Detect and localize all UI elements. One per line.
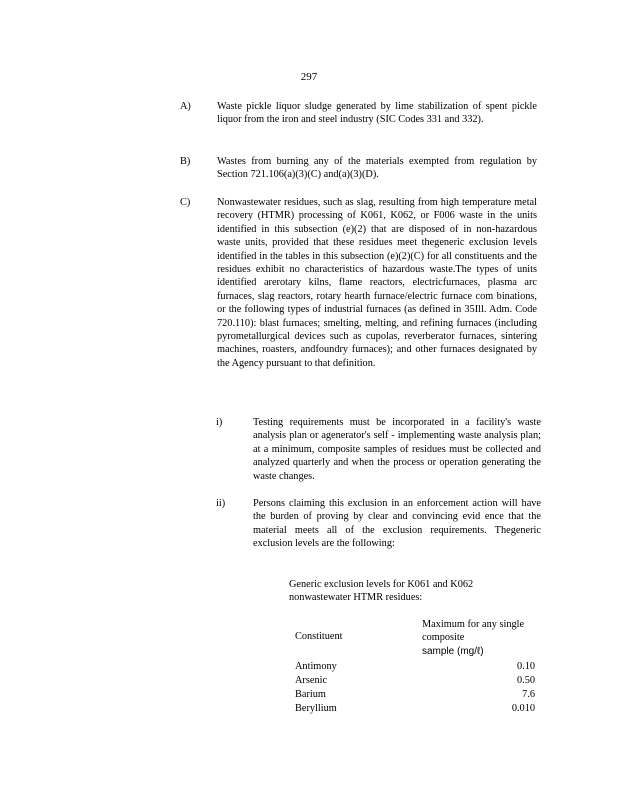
table-header-max-unit: sample (mg/ℓ) bbox=[422, 645, 484, 657]
table-cell-value: 0.010 bbox=[511, 703, 535, 714]
table-header-max-label: Maximum for any single composite bbox=[422, 619, 525, 644]
page-number: 297 bbox=[300, 71, 318, 83]
table-row bbox=[295, 674, 535, 687]
table-row bbox=[295, 702, 535, 715]
item-label: B) bbox=[180, 156, 191, 167]
table-cell-constituent: Beryllium bbox=[295, 703, 337, 714]
table-row bbox=[295, 688, 535, 701]
table-header-constituent: Constituent bbox=[295, 631, 343, 642]
item-text: Nonwastewater residues, such as slag, resulting from high temperature metal recovery (HTMR) processing of K061, K062, or F006 waste in the units identified in this subsection (e)(2) that are disposed of in non-hazardous waste units, provided that these residues meet thegeneric exclusion levels identified in the tables in this subsection (e)(2)(C) for all constituents and the residues exhibit no characteristics of hazardous waste.The types of units identified arerotary kilns, flame reactors, electricfurnaces, plasma arc furnaces, slag reactors, rotary hearth furnace/electric furnace com binations, or the following types of industrial furnaces (as defined in 35Ill. Adm. Code 720.110): blast furnaces; smelting, melting, and refining furnaces (including pyrometallurgical devices such as cupolas, reverberator furnaces, sintering machines, roasters, andfoundry furnaces); and other furnaces designated by the Agency pursuant to that definition. bbox=[217, 197, 537, 369]
table-header-maximum bbox=[422, 618, 532, 658]
item-text: Wastes from burning any of the materials exempted from regulation by Section 721.106(a)(3)(C) and(a)(3)(D). bbox=[217, 156, 537, 181]
table-cell-constituent: Antimony bbox=[295, 661, 337, 672]
item-label: A) bbox=[180, 101, 191, 112]
item-label: C) bbox=[180, 197, 191, 208]
sub-item-label: ii) bbox=[216, 498, 226, 509]
sub-item-text: Persons claiming this exclusion in an enforcement action will have the burden of proving by clear and convincing evid ence that the material meets all of the exclusion requirements. Thegeneric exclusion levels are the following: bbox=[253, 498, 541, 550]
table-row bbox=[295, 660, 535, 673]
table-cell-constituent: Barium bbox=[295, 689, 326, 700]
sub-item-text: Testing requirements must be incorporated in a facility's waste analysis plan or agenerator's self - implementing waste analysis plan; at a minimum, composite samples of residues must be collected and analyzed quarterly and when the process or operation generating the waste changes. bbox=[253, 417, 541, 482]
table-cell-constituent: Arsenic bbox=[295, 675, 328, 686]
table-cell-value: 0.50 bbox=[516, 675, 535, 686]
item-text: Waste pickle liquor sludge generated by lime stabilization of spent pickle liquor from the iron and steel industry (SIC Codes 331 and 332). bbox=[217, 101, 537, 126]
table-cell-value: 0.10 bbox=[516, 661, 535, 672]
table-cell-value: 7.6 bbox=[522, 689, 535, 700]
sub-item-label: i) bbox=[216, 417, 223, 428]
table-caption: Generic exclusion levels for K061 and K062 nonwastewater HTMR residues: bbox=[289, 579, 474, 604]
